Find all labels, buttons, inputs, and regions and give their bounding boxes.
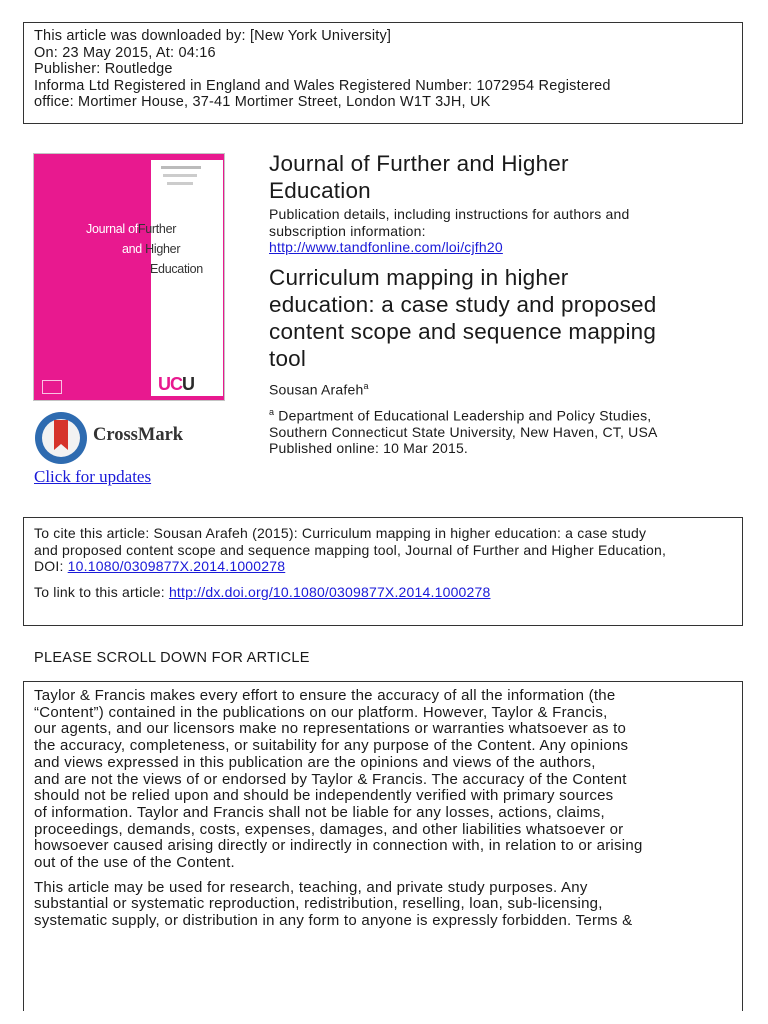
crossmark-icon[interactable]	[33, 410, 89, 466]
ucu-logo-text: U	[182, 374, 194, 394]
cover-text-line	[163, 174, 197, 177]
download-info-line: On: 23 May 2015, At: 04:16	[34, 44, 216, 61]
cover-title-text: Journal of	[86, 222, 138, 236]
publisher-mark	[42, 380, 62, 394]
disclaimer-line: and views expressed in this publication are the opinions and views of the authors,	[34, 753, 596, 771]
article-title-line: content scope and sequence mapping	[269, 318, 657, 344]
doi-link[interactable]: 10.1080/0309877X.2014.1000278	[67, 558, 286, 574]
ucu-logo-text: UC	[158, 374, 182, 394]
article-title-line: tool	[269, 345, 307, 371]
journal-title	[269, 150, 739, 204]
download-info-line: This article was downloaded by: [New York University]	[34, 28, 392, 44]
disclaimer-line: of information. Taylor and Francis shall not be liable for any losses, actions, claims,	[34, 803, 605, 821]
author-superscript: a	[363, 380, 369, 391]
disclaimer-box	[23, 681, 743, 1011]
publication-details-line: subscription information:	[269, 222, 426, 239]
article-link-label: To link to this article:	[34, 583, 169, 600]
affiliation-superscript: a	[269, 406, 275, 417]
cover-title-text: Higher	[145, 242, 181, 256]
click-for-updates-link[interactable]: Click for updates	[34, 467, 152, 486]
cover-title-text: Education	[150, 262, 203, 276]
disclaimer-line: substantial or systematic reproduction, redistribution, reselling, loan, sub-licensing,	[34, 895, 603, 913]
cover-text-line	[167, 182, 193, 185]
article-link-line	[34, 584, 732, 601]
disclaimer-line: our agents, and our licensors make no representations or warranties whatsoever as to	[34, 720, 627, 738]
disclaimer-line: the accuracy, completeness, or suitability for any purpose of the Content. Any opinions	[34, 737, 629, 755]
journal-title-line: Journal of Further and Higher	[269, 151, 569, 176]
ucu-logo	[158, 374, 194, 395]
crossmark-label[interactable]: CrossMark	[93, 425, 184, 445]
disclaimer-line: This article may be used for research, teaching, and private study purposes. Any	[34, 878, 588, 896]
cover-title-text: and	[122, 242, 142, 256]
disclaimer-line: “Content”) contained in the publications on our platform. However, Taylor & Francis,	[34, 703, 608, 721]
journal-title-line: Education	[269, 178, 371, 203]
disclaimer-line: proceedings, demands, costs, expenses, damages, and other liabilities whatsoever or	[34, 820, 624, 838]
citation-box	[23, 517, 743, 626]
disclaimer-line: howsoever caused arising directly or indirectly in connection with, in relation to or arising	[34, 837, 643, 855]
publication-details-line: Publication details, including instructions for authors and	[269, 206, 630, 222]
disclaimer-line: should not be relied upon and should be independently verified with primary sources	[34, 787, 614, 805]
affiliation	[269, 404, 739, 424]
article-header	[269, 150, 739, 457]
download-info-line: Publisher: Routledge	[34, 61, 173, 77]
article-meta	[269, 378, 739, 457]
affiliation-text: Southern Connecticut State University, New Haven, CT, USA	[269, 423, 658, 440]
author-name-text: Sousan Arafeh	[269, 381, 364, 398]
doi-line	[34, 558, 732, 575]
disclaimer-line: Taylor & Francis makes every effort to ensure the accuracy of all the information (the	[34, 687, 616, 704]
affiliation-text: Department of Educational Leadership and Policy Studies,	[274, 407, 652, 424]
download-info-line: Informa Ltd Registered in England and Wales Registered Number: 1072954 Registered	[34, 77, 611, 94]
cover-text-line	[161, 166, 201, 169]
author-name	[269, 378, 739, 398]
article-title	[269, 264, 739, 372]
download-info-line: office: Mortimer House, 37-41 Mortimer Street, London W1T 3JH, UK	[34, 94, 491, 110]
disclaimer-line: systematic supply, or distribution in any form to anyone is expressly forbidden. Terms &	[34, 912, 633, 930]
doi-label: DOI:	[34, 558, 68, 574]
disclaimer-paragraph	[34, 880, 732, 930]
citation-text: and proposed content scope and sequence mapping tool, Journal of Further and Higher Education,	[34, 541, 667, 558]
publication-details	[269, 206, 739, 256]
disclaimer-line: and are not the views of or endorsed by Taylor & Francis. The accuracy of the Content	[34, 770, 627, 788]
article-url-link[interactable]: http://dx.doi.org/10.1080/0309877X.2014.1000278	[168, 583, 491, 600]
citation-text: To cite this article: Sousan Arafeh (2015): Curriculum mapping in higher education: a case study	[34, 525, 647, 541]
published-date: Published online: 10 Mar 2015.	[269, 440, 469, 457]
journal-cover-image	[33, 153, 225, 401]
disclaimer-line: out of the use of the Content.	[34, 854, 235, 872]
article-title-line: Curriculum mapping in higher	[269, 264, 569, 290]
article-title-line: education: a case study and proposed	[269, 291, 657, 317]
download-info-box	[23, 22, 743, 124]
cover-title-text: Further	[137, 222, 177, 236]
scroll-notice: PLEASE SCROLL DOWN FOR ARTICLE	[34, 650, 310, 666]
disclaimer-paragraph	[34, 688, 732, 872]
journal-url-link[interactable]: http://www.tandfonline.com/loi/cjfh20	[269, 239, 503, 255]
